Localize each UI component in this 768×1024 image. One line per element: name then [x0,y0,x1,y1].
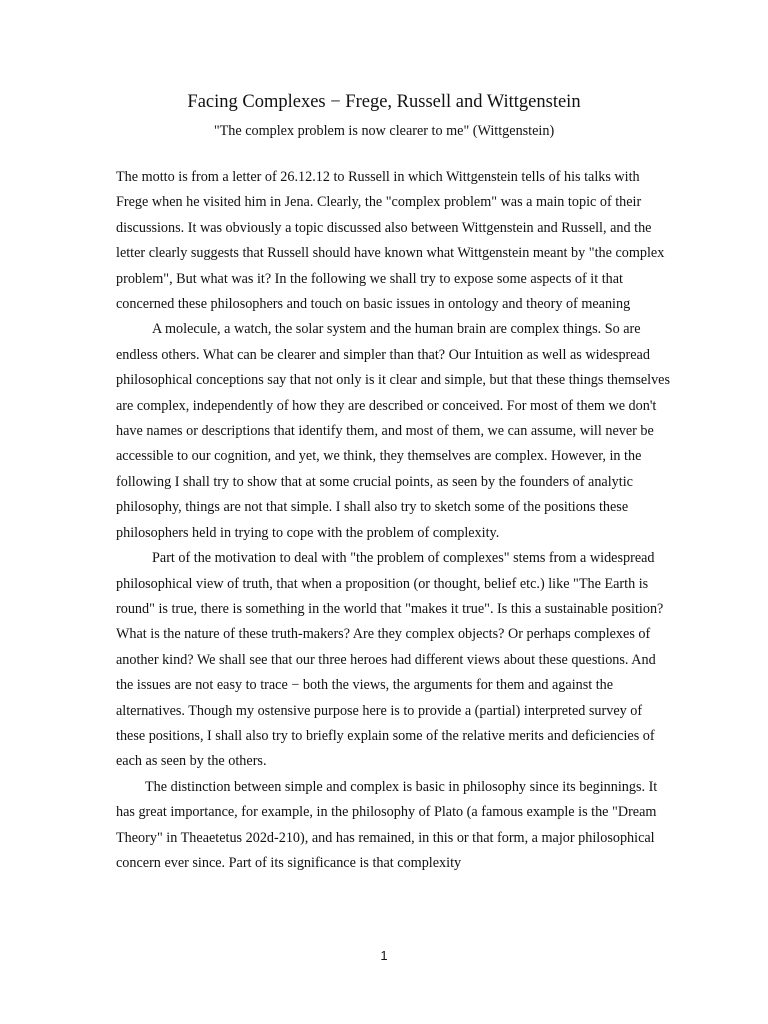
paragraph-1: The motto is from a letter of 26.12.12 to Russell in which Wittgenstein tells of his talks with Frege when he visited him in Jena. Clearly, the "complex problem" was a main topic of their discussions. It was obviously a topic discussed also between Wittgenstein and Russell, and the letter clearly suggests that Russell should have known what Wittgenstein meant by "the complex problem", But what was it? In the following we shall try to expose some aspects of it that concerned these philosophers and touch on basic issues in ontology and theory of meaning [116,169,665,313]
document-body [116,165,672,876]
document-title: Facing Complexes − Frege, Russell and Wittgenstein [187,92,581,112]
paragraph-3: Part of the motivation to deal with "the problem of complexes" stems from a widespread philosophical view of truth, that when a proposition (or thought, belief etc.) like "The Earth is round" is true, there is something in the world that "makes it true". Is this a sustainable position? What is the nature of these truth-makers? Are they complex objects? Or perhaps complexes of another kind? We shall see that our three heroes had different views about these questions. And the issues are not easy to trace − both the views, the arguments for them and against the alternatives. Though my ostensive purpose here is to provide a (partial) interpreted survey of these positions, I shall also try to briefly explain some of the relative merits and deficiencies of each as seen by the others. [116,550,664,770]
document-motto: "The complex problem is now clearer to me" (Wittgenstein) [213,123,555,139]
paragraph-2: A molecule, a watch, the solar system and the human brain are complex things. So are endless others. What can be clearer and simpler than that? Our Intuition as well as widespread philosophical conceptions say that not only is it clear and simple, but that these things themselves are complex, independently of how they are described or conceived. For most of them we don't have names or descriptions that identify them, and most of them, we can assume, will never be accessible to our cognition, and yet, we think, they themselves are complex. However, in the following I shall try to show that at some crucial points, as seen by the founders of analytic philosophy, things are not that simple. I shall also try to sketch some of the positions these philosophers held in trying to cope with the problem of complexity. [116,321,670,541]
paragraph-4: The distinction between simple and complex is basic in philosophy since its beginnings. It has great importance, for example, in the philosophy of Plato (a famous example is the "Dream Theory" in Theaetetus 202d-210), and has remained, in this or that form, a major philosophical concern ever since. Part of its significance is that complexity [116,778,658,871]
page-number: 1 [380,948,388,963]
